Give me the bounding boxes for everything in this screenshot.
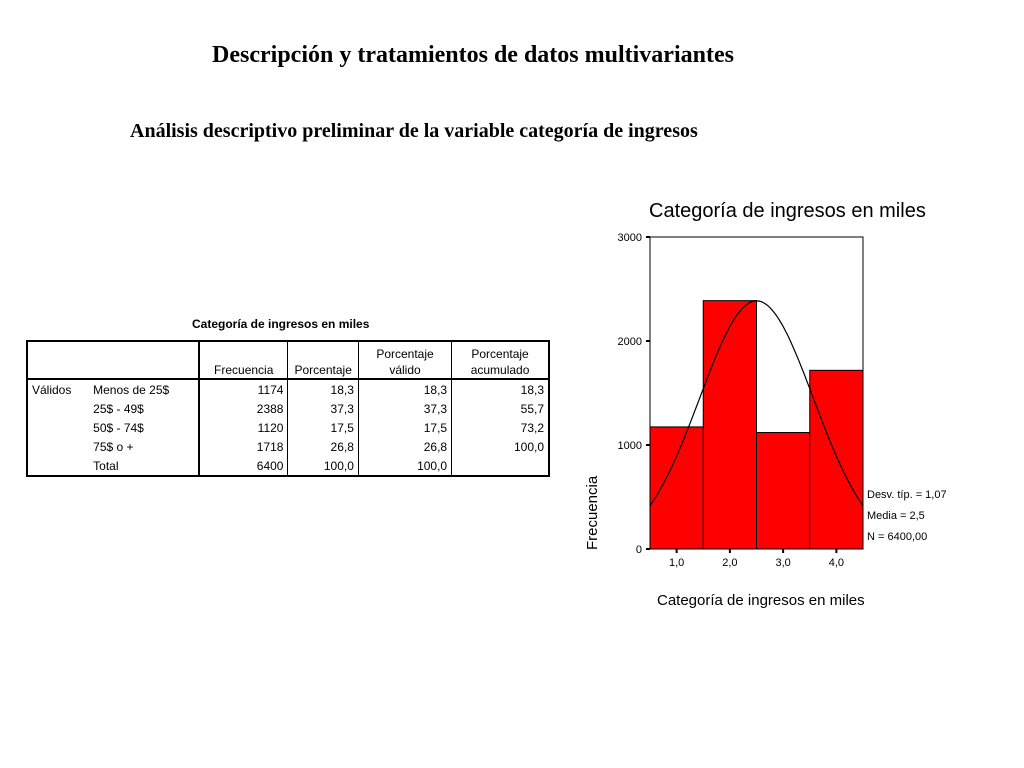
- x-tick-label: 2,0: [722, 557, 738, 569]
- stat-mean: Media = 2,5: [867, 510, 925, 522]
- stat-n: N = 6400,00: [867, 531, 928, 543]
- cell-porcentaje-valido: 17,5: [358, 418, 451, 437]
- x-tick-label: 3,0: [775, 557, 791, 569]
- table-row: [27, 456, 549, 476]
- cell-porcentaje: 26,8: [288, 437, 358, 456]
- row-label: Total: [89, 456, 199, 476]
- histogram-bar: [810, 370, 863, 549]
- cell-porcentaje: 100,0: [288, 456, 358, 476]
- cell-porcentaje-valido: 18,3: [358, 379, 451, 399]
- cell-porcentaje-acumulado: 73,2: [520, 420, 544, 435]
- group-label: Válidos: [32, 382, 72, 397]
- cell-porcentaje-acumulado: 55,7: [520, 401, 544, 416]
- cell-porcentaje-valido: 100,0: [358, 456, 451, 476]
- table-header-row: [27, 341, 549, 379]
- group-spacer: [27, 456, 89, 476]
- table-row: [27, 399, 549, 418]
- cell-porcentaje-acumulado: [452, 456, 549, 476]
- frequency-table: [26, 340, 550, 477]
- x-tick-label: 4,0: [828, 557, 845, 569]
- cell-porcentaje: 37,3: [288, 399, 358, 418]
- row-label: 50$ - 74$: [89, 418, 199, 437]
- cell-frecuencia: 6400: [199, 456, 288, 476]
- cell-porcentaje: 17,5: [288, 418, 358, 437]
- col-header-porcentaje-acumulado: Porcentaje acumulado: [452, 341, 549, 379]
- table-row: [27, 437, 549, 456]
- header-corner: [27, 341, 199, 379]
- cell-porcentaje-valido: 37,3: [358, 399, 451, 418]
- row-label: 75$ o +: [89, 437, 199, 456]
- slide-title: Descripción y tratamientos de datos multivariantes: [212, 42, 734, 68]
- y-tick-label: 3000: [617, 232, 642, 244]
- x-axis-label: Categoría de ingresos en miles: [657, 592, 865, 609]
- slide-subtitle: Análisis descriptivo preliminar de la variable categoría de ingresos: [130, 120, 698, 142]
- table-row: [27, 379, 549, 399]
- row-label: Menos de 25$: [89, 379, 199, 399]
- x-tick-label: 1,0: [668, 557, 685, 569]
- col-header-porcentaje: Porcentaje: [288, 341, 358, 379]
- col-header-porcentaje-valido: Porcentaje válido: [358, 341, 451, 379]
- group-spacer: [27, 399, 89, 418]
- cell-porcentaje-acumulado: 18,3: [520, 382, 544, 397]
- table-caption: Categoría de ingresos en miles: [192, 317, 370, 331]
- group-spacer: [27, 437, 89, 456]
- col-header-frecuencia: Frecuencia: [199, 341, 288, 379]
- cell-porcentaje-valido: 26,8: [358, 437, 451, 456]
- histogram-bar: [703, 301, 756, 549]
- group-spacer: [27, 418, 89, 437]
- histogram-bar: [650, 427, 703, 549]
- y-tick-label: 0: [635, 544, 642, 556]
- chart-title: Categoría de ingresos en miles: [649, 200, 926, 222]
- histogram-bar: [757, 433, 810, 549]
- stat-sd: Desv. típ. = 1,07: [867, 489, 947, 501]
- cell-frecuencia: 1174: [199, 379, 288, 399]
- cell-frecuencia: 2388: [199, 399, 288, 418]
- cell-porcentaje-acumulado: 100,0: [513, 439, 544, 454]
- table-row: [27, 418, 549, 437]
- row-label: 25$ - 49$: [89, 399, 199, 418]
- cell-frecuencia: 1718: [199, 437, 288, 456]
- histogram-chart: [575, 185, 995, 625]
- y-tick-label: 2000: [617, 336, 642, 348]
- cell-porcentaje: 18,3: [288, 379, 358, 399]
- y-tick-label: 1000: [617, 440, 642, 452]
- y-axis-label: Frecuencia: [584, 475, 601, 550]
- cell-frecuencia: 1120: [199, 418, 288, 437]
